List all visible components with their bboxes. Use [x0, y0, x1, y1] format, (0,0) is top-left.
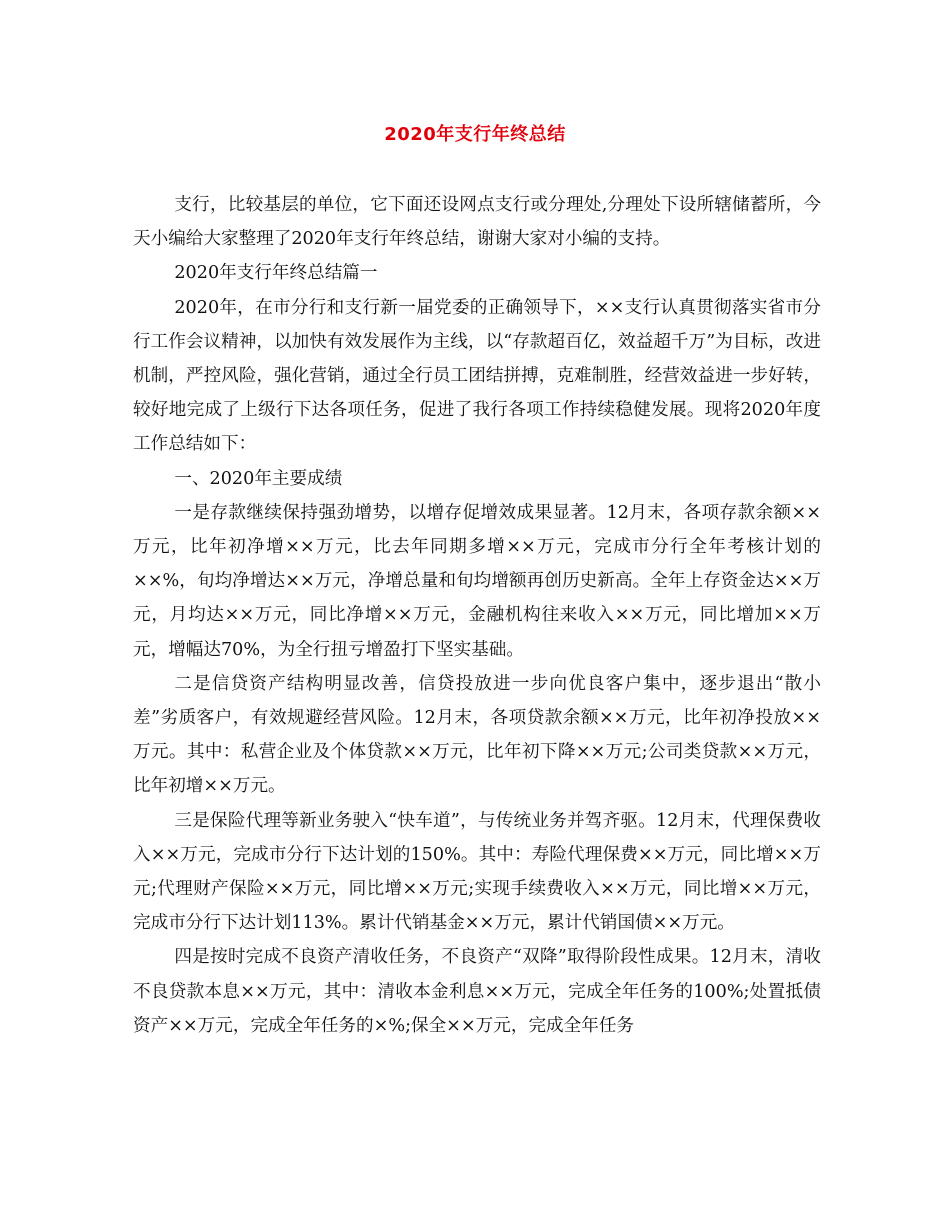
achievement-paragraph-4: 四是按时完成不良资产清收任务，不良资产“双降”取得阶段性成果。12月末，清收不良贷款本息××万元，其中：清收本金利息××万元，完成全年任务的100%;处置抵债资产××万元，完成全年任务的×%;保全××万元，完成全年任务: [133, 947, 821, 1036]
subsection-heading: 一、2020年主要成绩: [174, 468, 343, 489]
section-heading: 2020年支行年终总结篇一: [174, 263, 378, 284]
document-body: [133, 188, 821, 1043]
achievement-paragraph-1: 一是存款继续保持强劲增势，以增存促增效成果显著。12月末，各项存款余额××万元，比年初净增××万元，比去年同期多增××万元，完成市分行全年考核计划的××%，旬均净增达××万元，净增总量和旬均增额再创历史新高。全年上存资金达××万元，月均达××万元，同比净增××万元，金融机构往来收入××万元，同比增加××万元，增幅达70%，为全行扭亏增盈打下坚实基础。: [133, 502, 821, 660]
achievement-paragraph-2: 二是信贷资产结构明显改善，信贷投放进一步向优良客户集中，逐步退出“散小差”劣质客户，有效规避经营风险。12月末，各项贷款余额××万元，比年初净投放××万元。其中：私营企业及个体贷款××万元，比年初下降××万元;公司类贷款××万元，比年初增××万元。: [133, 673, 821, 797]
summary-paragraph: 2020年，在市分行和支行新一届党委的正确领导下，××支行认真贯彻落实省市分行工作会议精神，以加快有效发展作为主线，以“存款超百亿，效益超千万”为目标，改进机制，严控风险，强化营销，通过全行员工团结拼搏，克难制胜，经营效益进一步好转，较好地完成了上级行下达各项任务，促进了我行各项工作持续稳健发展。现将2020年度工作总结如下：: [133, 297, 821, 455]
achievement-paragraph-3: 三是保险代理等新业务驶入“快车道”，与传统业务并驾齐驱。12月末，代理保费收入××万元，完成市分行下达计划的150%。其中：寿险代理保费××万元，同比增××万元;代理财产保险××万元，同比增××万元;实现手续费收入××万元，同比增××万元，完成市分行下达计划113%。累计代销基金××万元，累计代销国债××万元。: [133, 810, 821, 934]
intro-paragraph: 支行，比较基层的单位，它下面还设网点支行或分理处,分理处下设所辖储蓄所，今天小编给大家整理了2020年支行年终总结，谢谢大家对小编的支持。: [133, 195, 821, 250]
document-title: 2020年支行年终总结: [384, 124, 566, 145]
